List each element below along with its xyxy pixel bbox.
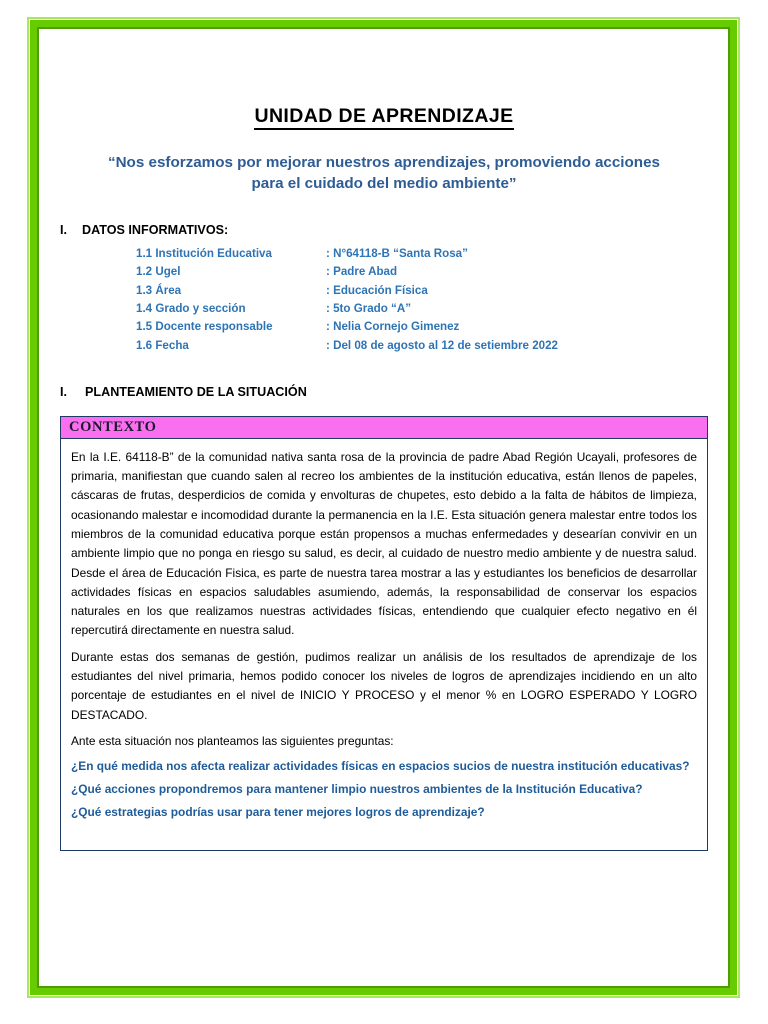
contexto-box (60, 416, 708, 851)
page-title (60, 105, 708, 130)
info-label: 1.6 Fecha (136, 338, 189, 352)
list-item (136, 282, 708, 300)
section-numeral: I. (60, 384, 67, 399)
info-label: 1.4 Grado y sección (136, 301, 246, 315)
contexto-header-label: CONTEXTO (69, 418, 157, 435)
info-label: 1.5 Docente responsable (136, 320, 273, 334)
contexto-question: ¿Qué estrategias podrías usar para tener mejores logros de aprendizaje? (71, 805, 485, 820)
contexto-paragraph: En la I.E. 64118-B” de la comunidad nativa santa rosa de la provincia de padre Abad Región Ucayali, profesores de primaria, manifiestan que cuando salen al recreo los ambientes de la institución educativa, están llenos de papeles, cáscaras de frutas, desperdicios de comida y envolturas de chupetes, esto debido a la falta de hábitos de limpieza, ocasionando malestar e incomodidad durante la permanencia en la I.E. Esta situación genera malestar entre todos los miembros de la comunidad educativa porque están propensos a muchas enfermedades y desearían convivir en un ambiente limpio que no ponga en riesgo su salud, es decir, al cuidado de nuestro medio ambiente y de nuestra salud. Desde el área de Educación Fisica, es parte de nuestra tarea mostrar a las y estudiantes los beneficios de desarrollar actividades físicas en espacios saludables asumiendo, además, la responsabilidad de conservar los espacios naturales en los que realizamos nuestras actividades físicas, entendiendo que cualquier efecto negativo en él repercutirá directamente en nuestra salud. (71, 449, 697, 638)
datos-informativos-list (136, 245, 708, 355)
section-title-text: DATOS INFORMATIVOS: (82, 223, 229, 238)
contexto-question: ¿En qué medida nos afecta realizar actividades físicas en espacios sucios de nuestra institución educativas? (71, 759, 690, 774)
page-title-text: UNIDAD DE APRENDIZAJE (254, 105, 513, 130)
contexto-box-body (61, 439, 707, 850)
section-title-text: PLANTEAMIENTO DE LA SITUACIÓN (85, 384, 307, 399)
document-subtitle: “Nos esforzamos por mejorar nuestros aprendizajes, promoviendo acciones para el cuidado del medio ambiente” (108, 154, 660, 192)
list-item (136, 263, 708, 281)
info-value: : Padre Abad (326, 265, 398, 279)
info-value: : Nelia Cornejo Gimenez (326, 320, 460, 334)
info-label: 1.2 Ugel (136, 265, 181, 279)
list-item (136, 245, 708, 263)
info-value: : Del 08 de agosto al 12 de setiembre 2022 (326, 338, 558, 352)
contexto-box-header (61, 417, 707, 439)
section-heading-planteamiento (60, 385, 708, 399)
list-item (136, 318, 708, 336)
section-numeral: I. (60, 223, 67, 238)
contexto-paragraph: Ante esta situación nos planteamos las siguientes preguntas: (71, 733, 394, 748)
info-value: : 5to Grado “A” (326, 301, 412, 315)
section-heading-datos-informativos (60, 223, 708, 237)
info-label: 1.3 Área (136, 283, 182, 297)
document-content (60, 60, 708, 851)
contexto-question: ¿Qué acciones propondremos para mantener limpio nuestros ambientes de la Institución Educativa? (71, 782, 643, 797)
info-value: : N°64118-B “Santa Rosa” (326, 247, 468, 261)
list-item (136, 300, 708, 318)
contexto-paragraph: Durante estas dos semanas de gestión, pudimos realizar un análisis de los resultados de aprendizaje de los estudiantes del nivel primaria, hemos podido conocer los niveles de logros de aprendizajes incidiendo en un alto porcentaje de estudiantes en el nivel de INICIO Y PROCESO y el menor % en LOGRO ESPERADO Y LOGRO DESTACADO. (71, 649, 697, 722)
info-value: : Educación Física (326, 283, 428, 297)
info-label: 1.1 Institución Educativa (136, 247, 272, 261)
list-item (136, 337, 708, 355)
